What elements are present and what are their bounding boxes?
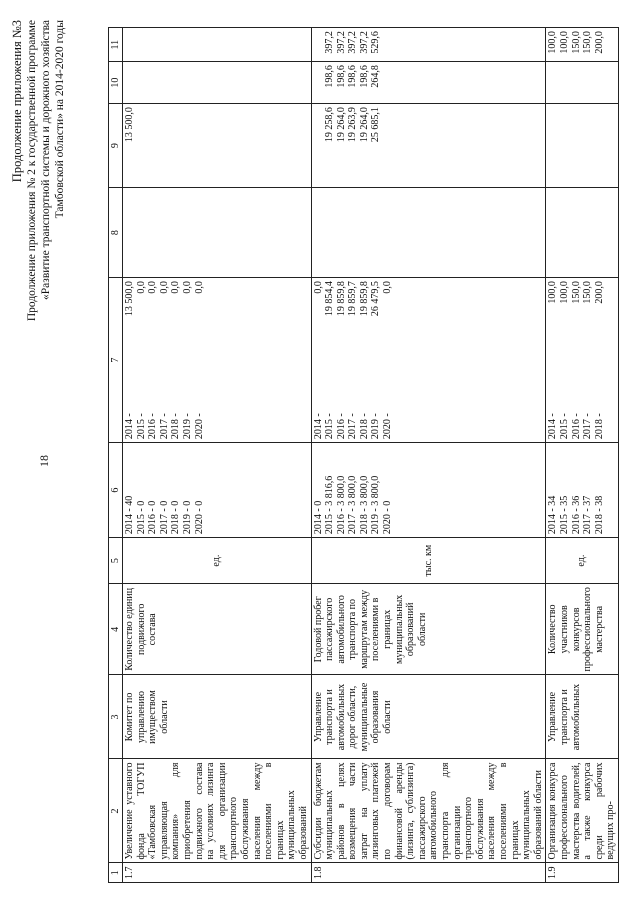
row-col10-value — [159, 65, 171, 100]
row-col8-value — [147, 191, 159, 274]
row-col11 — [123, 28, 312, 62]
row-total-value: 0,0 — [312, 281, 324, 294]
year-total-line — [347, 281, 359, 439]
row-years-value: 2015 - — [558, 413, 570, 440]
row-col11-value: 150,0 — [570, 31, 582, 54]
row-col11-value: 100,0 — [558, 31, 570, 54]
row-col10-value — [571, 65, 583, 100]
row-col8-value — [559, 191, 571, 274]
table-row — [311, 28, 546, 883]
row-years-value: 2016 - — [147, 413, 159, 440]
row-col10-value: 198,6 — [324, 65, 336, 88]
row-years-value: 2020 - — [193, 413, 205, 440]
column-number: 4 — [109, 584, 123, 675]
row-years — [123, 278, 312, 443]
row-indicator: Количество единиц подвижного состава — [123, 584, 312, 675]
row-total-value: 0,0 — [382, 281, 394, 294]
row-col11-value: 529,6 — [370, 31, 382, 54]
row-years-value: 2014 - — [547, 413, 559, 440]
row-col11-value — [159, 31, 171, 58]
row-col8-value — [594, 191, 606, 274]
row-indicator: Годовой пробег пассажирского автомобильного транспорта по маршрутам между поселениями в границах муниципальных образований области — [311, 584, 546, 675]
column-number: 6 — [109, 443, 123, 538]
row-years-value: 2015 - — [324, 413, 336, 440]
row-total-value: 13 500,0 — [124, 281, 135, 317]
column-number: 7 — [109, 278, 123, 443]
row-col11-value: 397,2 — [324, 31, 336, 54]
row-targets-value: 2017 - 37 — [582, 495, 594, 535]
year-total-line — [559, 281, 571, 439]
table-row — [123, 28, 312, 883]
year-total-line — [124, 281, 136, 439]
row-col10-value — [547, 65, 559, 100]
row-col8-value — [359, 191, 371, 274]
row-col10-value — [582, 65, 594, 100]
row-col10-value — [313, 65, 325, 100]
column-number: 5 — [109, 538, 123, 584]
column-number-row — [109, 28, 123, 883]
row-col9-value — [159, 107, 171, 184]
row-col11-value — [182, 31, 194, 58]
row-col10 — [123, 62, 312, 104]
row-years-value: 2018 - — [170, 413, 182, 440]
row-targets-value: 2015 - 3 816,6 — [324, 475, 336, 535]
row-col9 — [123, 104, 312, 188]
row-col9-value — [571, 107, 583, 184]
row-col11 — [311, 28, 546, 62]
row-col11-value: 100,0 — [547, 31, 559, 54]
row-years-value: 2017 - — [158, 413, 170, 440]
row-targets-value: 2016 - 36 — [570, 495, 582, 535]
appendix-prefix: Продолжение приложения № 2 — [26, 169, 38, 322]
row-years-value: 2020 - — [382, 413, 394, 440]
row-years-value: 2018 - — [358, 413, 370, 440]
row-col11 — [546, 28, 619, 62]
year-total-line — [547, 281, 559, 439]
row-col11-value — [147, 31, 159, 58]
row-col8-value — [182, 191, 194, 274]
appendix-subtitle — [25, 20, 39, 321]
row-col10-value: 198,6 — [358, 65, 370, 88]
row-unit: ед. — [546, 538, 619, 584]
row-years-value: 2017 - — [582, 413, 594, 440]
appendix-program-ref: к государственной программе — [26, 20, 38, 167]
row-responsible: Управление транспорта и автомобильных — [546, 675, 619, 759]
row-col10-value — [194, 65, 206, 100]
row-col11-value: 397,2 — [358, 31, 370, 54]
row-unit: ед. — [123, 538, 312, 584]
column-number: 11 — [109, 28, 123, 62]
row-targets-value: 2014 - 40 — [124, 495, 135, 535]
row-col9-value — [194, 107, 206, 184]
row-total-value: 26 479,5 — [370, 281, 382, 317]
row-col8-value — [370, 191, 382, 274]
row-targets-value: 2020 - 0 — [382, 500, 394, 535]
row-col8-value — [547, 191, 559, 274]
row-id: 1.9 — [546, 863, 619, 883]
row-col11-value: 200,0 — [593, 31, 605, 54]
row-targets-value: 2016 - 3 800,0 — [335, 475, 347, 535]
row-targets-value: 2019 - 3 800,0 — [370, 475, 382, 535]
row-indicator: Количество участников конкурсов профессионального мастерства — [546, 584, 619, 675]
row-col9-value: 19 258,6 — [324, 107, 336, 143]
row-targets-value: 2015 - 35 — [558, 495, 570, 535]
row-total-value: 0,0 — [135, 281, 147, 294]
row-total-value: 0,0 — [170, 281, 182, 294]
row-col8-value — [582, 191, 594, 274]
column-number: 1 — [109, 863, 123, 883]
row-total-value: 0,0 — [193, 281, 205, 294]
year-total-line — [336, 281, 348, 439]
row-total-value: 0,0 — [181, 281, 193, 294]
row-col11-value — [194, 31, 206, 58]
row-col8-value — [136, 191, 148, 274]
row-total-value: 19 859,7 — [347, 281, 359, 317]
row-col10 — [546, 62, 619, 104]
row-col10-value — [182, 65, 194, 100]
row-col9-value: 19 264,0 — [358, 107, 370, 143]
row-col10-value — [382, 65, 394, 100]
row-responsible: Комитет по управлению имуществом области — [123, 675, 312, 759]
row-years-value: 2019 - — [181, 413, 193, 440]
row-col9-value — [147, 107, 159, 184]
row-description: Увеличение уставного фонда ТОГУП «Тамбовская управляющая компания» для приобретения подвижного состава на условиях лизинга для организации транспортного обслуживания населения между поселениями в границах муниципальных образований — [123, 759, 312, 863]
row-col10-value — [170, 65, 182, 100]
row-col9-value — [547, 107, 559, 184]
year-total-line — [182, 281, 194, 439]
column-number: 10 — [109, 62, 123, 104]
row-years-value: 2014 - — [312, 413, 324, 440]
row-col8-value — [336, 191, 348, 274]
row-targets-value: 2018 - 38 — [593, 495, 605, 535]
row-col8-value — [313, 191, 325, 274]
row-years-value: 2014 - — [124, 413, 135, 440]
row-col11-value: 397,2 — [347, 31, 359, 54]
row-total-value: 19 859,8 — [335, 281, 347, 317]
row-col9-value — [136, 107, 148, 184]
row-col8-value — [324, 191, 336, 274]
year-total-line — [582, 281, 594, 439]
row-responsible: Управление транспорта и автомобильных дорог области, муниципальные образования области — [311, 675, 546, 759]
row-col9-value — [170, 107, 182, 184]
program-region-line: Тамбовской области» на 2014-2020 годы — [54, 20, 66, 219]
row-col9-value — [182, 107, 194, 184]
row-col11-value — [313, 31, 325, 58]
year-total-line — [313, 281, 325, 439]
row-col8-value — [571, 191, 583, 274]
row-col8-value — [194, 191, 206, 274]
row-col10-value — [559, 65, 571, 100]
row-targets — [123, 443, 312, 538]
table-row — [546, 28, 619, 883]
year-total-line — [136, 281, 148, 439]
row-unit: тыс. км — [311, 538, 546, 584]
row-total-value: 150,0 — [570, 281, 582, 304]
row-targets-value: 2014 - 34 — [547, 495, 559, 535]
row-col9-value: 19 263,9 — [347, 107, 359, 143]
row-col11-value — [170, 31, 182, 58]
row-col10-value: 198,6 — [347, 65, 359, 88]
row-col9-value: 25 685,1 — [370, 107, 382, 143]
row-targets-value: 2016 - 0 — [147, 500, 159, 535]
row-col8-value — [170, 191, 182, 274]
year-total-line — [370, 281, 382, 439]
row-col10-value — [136, 65, 148, 100]
row-col10-value — [124, 65, 136, 100]
row-years-value: 2017 - — [347, 413, 359, 440]
row-col9-value: 19 264,0 — [335, 107, 347, 143]
row-col9 — [311, 104, 546, 188]
row-col8-value — [382, 191, 394, 274]
row-total-value: 0,0 — [158, 281, 170, 294]
program-title-line: «Развитие транспортной системы и дорожного хозяйства — [40, 20, 52, 300]
row-col9 — [546, 104, 619, 188]
row-col9-value — [582, 107, 594, 184]
row-col11-value: 397,2 — [335, 31, 347, 54]
year-total-line — [594, 281, 606, 439]
row-targets-value: 2017 - 3 800,0 — [347, 475, 359, 535]
budget-table-body — [109, 28, 619, 883]
row-col10 — [311, 62, 546, 104]
row-total-value: 0,0 — [147, 281, 159, 294]
row-col9-value — [594, 107, 606, 184]
row-col10-value — [594, 65, 606, 100]
row-col10-value — [147, 65, 159, 100]
row-col8-value — [124, 191, 136, 274]
year-total-line — [324, 281, 336, 439]
row-years-value: 2016 - — [335, 413, 347, 440]
row-col11-value — [124, 31, 136, 58]
row-targets-value: 2019 - 0 — [181, 500, 193, 535]
year-total-line — [571, 281, 583, 439]
page-number: 18 — [37, 455, 51, 467]
row-col9-value: 13 500,0 — [124, 107, 135, 143]
row-total-value: 150,0 — [582, 281, 594, 304]
row-total-value: 19 854,4 — [324, 281, 336, 317]
row-col8 — [311, 188, 546, 278]
row-col8-value — [159, 191, 171, 274]
row-col10-value: 264,8 — [370, 65, 382, 88]
row-col11-value — [382, 31, 394, 58]
row-total-value: 19 859,8 — [358, 281, 370, 317]
row-col11-value — [136, 31, 148, 58]
appendix-continuation-label: Продолжение приложения №3 — [10, 20, 24, 183]
row-years — [311, 278, 546, 443]
row-col11-value: 150,0 — [582, 31, 594, 54]
row-targets-value: 2018 - 3 800,0 — [358, 475, 370, 535]
row-col9-value — [559, 107, 571, 184]
row-targets-value: 2018 - 0 — [170, 500, 182, 535]
row-years-value: 2016 - — [570, 413, 582, 440]
year-total-line — [382, 281, 394, 439]
year-total-line — [194, 281, 206, 439]
row-col9-value — [313, 107, 325, 184]
row-col8 — [546, 188, 619, 278]
row-targets-value: 2017 - 0 — [158, 500, 170, 535]
row-years — [546, 278, 619, 443]
year-total-line — [359, 281, 371, 439]
year-total-line — [147, 281, 159, 439]
column-number: 2 — [109, 759, 123, 863]
row-total-value: 100,0 — [547, 281, 559, 304]
row-description: Организация конкурса профессионального мастерства водителей, а также конкурса среди рабочих ведущих про- — [546, 759, 619, 863]
budget-table — [108, 27, 619, 883]
row-col10-value: 198,6 — [335, 65, 347, 88]
row-years-value: 2015 - — [135, 413, 147, 440]
row-targets-value: 2020 - 0 — [193, 500, 205, 535]
row-col8-value — [347, 191, 359, 274]
row-id: 1.8 — [311, 863, 546, 883]
year-total-line — [159, 281, 171, 439]
row-targets — [311, 443, 546, 538]
year-total-line — [170, 281, 182, 439]
row-total-value: 200,0 — [593, 281, 605, 304]
row-col9-value — [382, 107, 394, 184]
column-number: 9 — [109, 104, 123, 188]
row-total-value: 100,0 — [558, 281, 570, 304]
row-targets-value: 2014 - 0 — [312, 500, 324, 535]
row-description: Субсидии бюджетам муниципальных районов в целях возмещения части затрат на уплату лизинговых платежей по договорам финансовой аренды (лизинга, сублизинга) пассажирского автомобильного транспорта для организации транспортного обслуживания населения между поселениями в границах муниципальных образований области — [311, 759, 546, 863]
column-number: 3 — [109, 675, 123, 759]
row-targets-value: 2015 - 0 — [135, 500, 147, 535]
row-col8 — [123, 188, 312, 278]
row-id: 1.7 — [123, 863, 312, 883]
row-targets — [546, 443, 619, 538]
column-number: 8 — [109, 188, 123, 278]
row-years-value: 2018 - — [593, 413, 605, 440]
row-years-value: 2019 - — [370, 413, 382, 440]
